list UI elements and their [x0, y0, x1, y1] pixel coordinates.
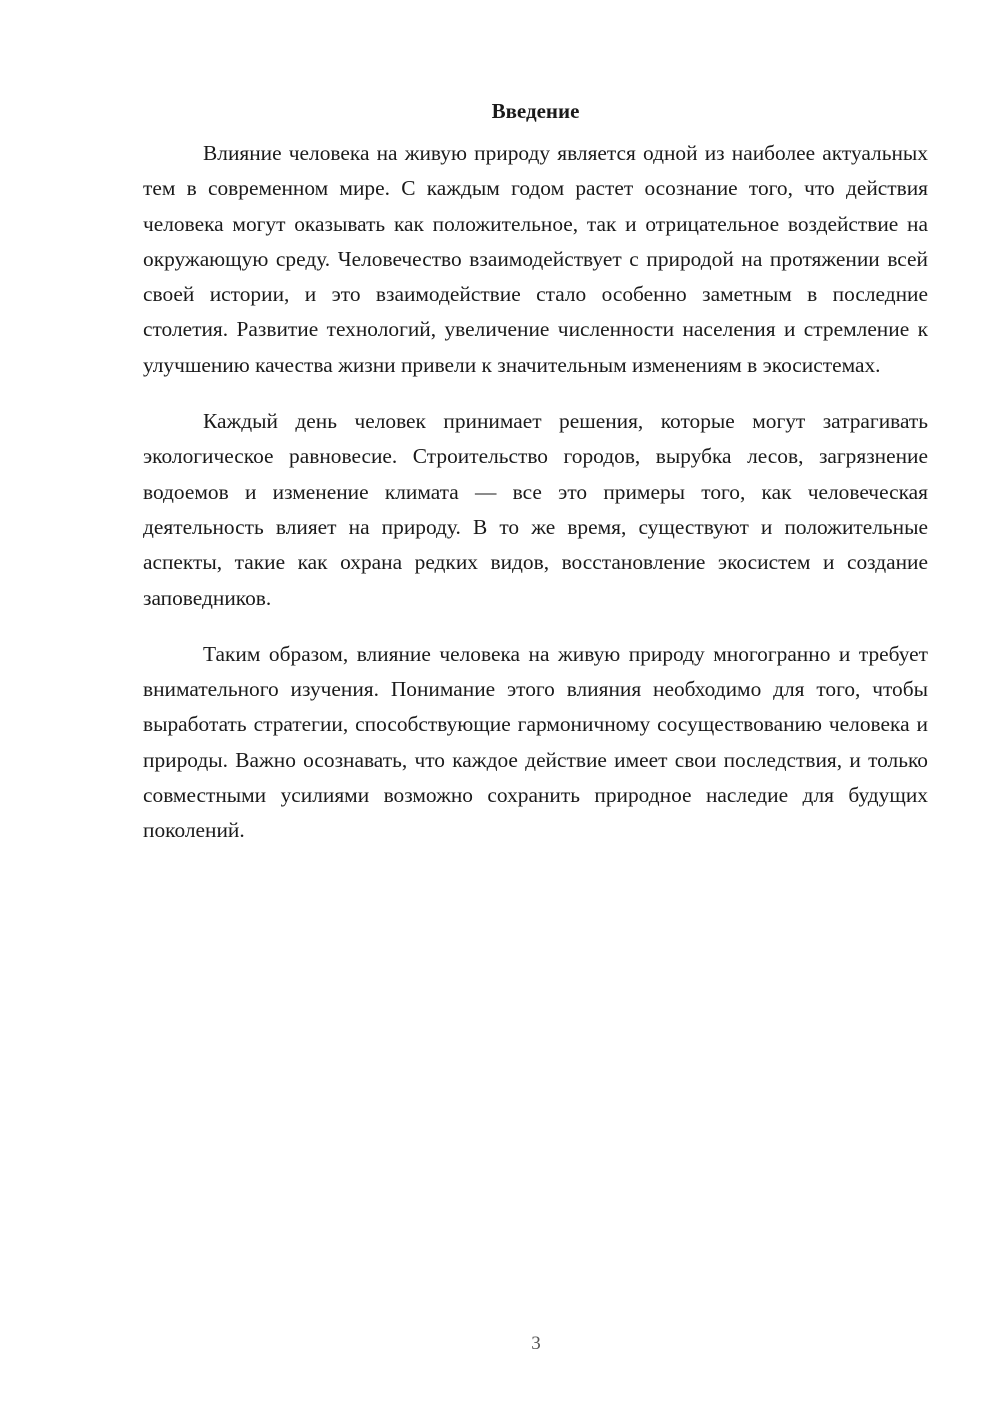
page-content — [143, 96, 928, 870]
paragraph-2: Каждый день человек принимает решения, которые могут затрагивать экологическое равновесие. Строительство городов, вырубка лесов, загрязнение водоемов и изменение климата — все это примеры того, как человеческая деятельность влияет на природу. В то же время, существуют и положительные аспекты, такие как охрана редких видов, восстановление экосистем и создание заповедников. — [143, 409, 928, 610]
page-number: 3 — [531, 1333, 541, 1354]
paragraph-1: Влияние человека на живую природу является одной из наиболее актуальных тем в современном мире. С каждым годом растет осознание того, что действия человека могут оказывать как положительное, так и отрицательное воздействие на окружающую среду. Человечество взаимодействует с природой на протяжении всей своей истории, и это взаимодействие стало особенно заметным в последние столетия. Развитие технологий, увеличение численности населения и стремление к улучшению качества жизни привели к значительным изменениям в экосистемах. — [143, 141, 928, 377]
section-heading: Введение — [491, 99, 580, 123]
paragraph-3: Таким образом, влияние человека на живую природу многогранно и требует внимательного изучения. Понимание этого влияния необходимо для того, чтобы выработать стратегии, способствующие гармоничному сосуществованию человека и природы. Важно осознавать, что каждое действие имеет свои последствия, и только совместными усилиями возможно сохранить природное наследие для будущих поколений. — [143, 641, 928, 843]
